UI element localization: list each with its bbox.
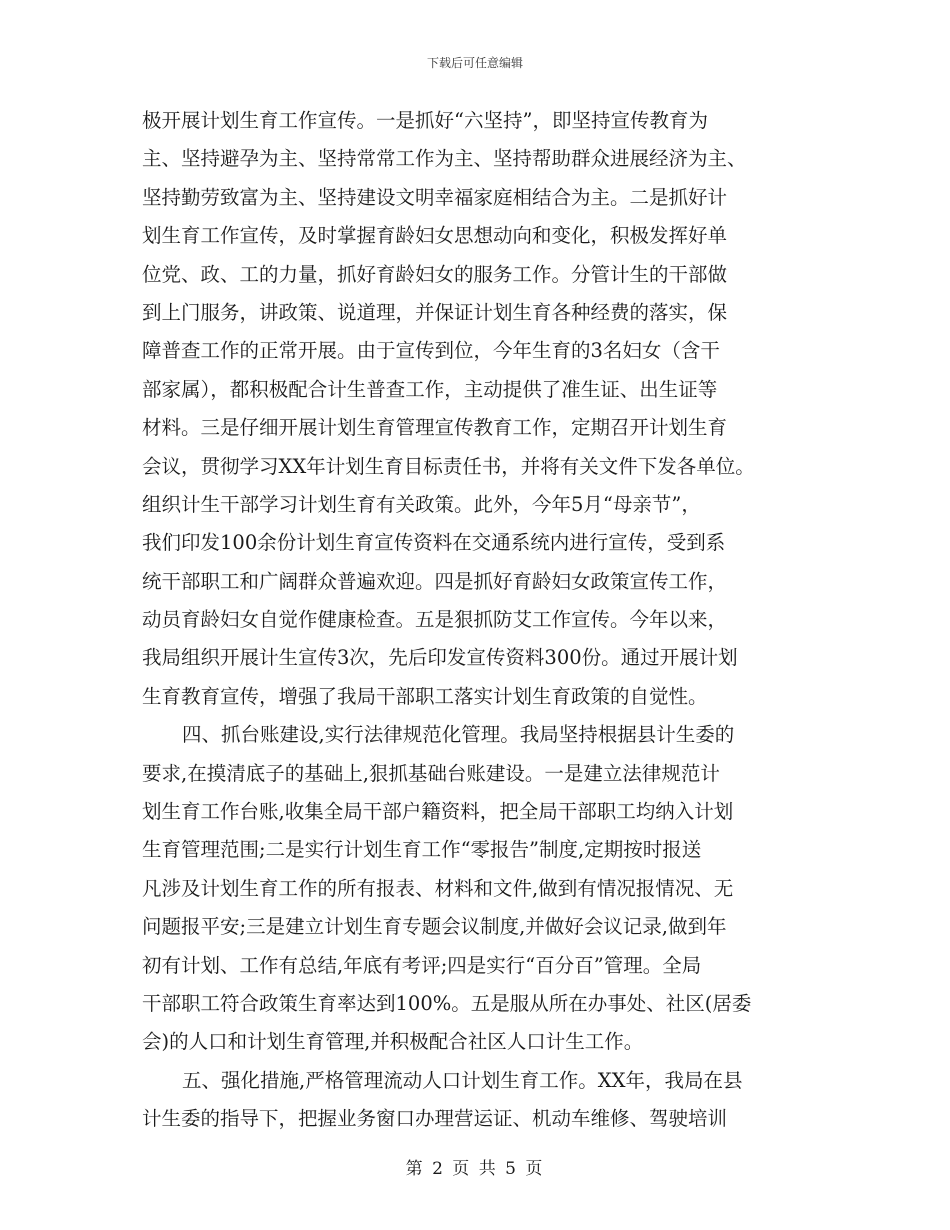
text-line: 主、坚持避孕为主、坚持常常工作为主、坚持帮助群众进展经济为主、: [142, 147, 747, 171]
text-line: 坚持勤劳致富为主、坚持建设文明幸福家庭相结合为主。二是抓好计: [142, 185, 728, 209]
text-line: 组织计生干部学习计划生育有关政策。此外，今年5月“母亲节”，: [142, 492, 701, 516]
text-line: 位党、政、工的力量，抓好育龄妇女的服务工作。分管计生的干部做: [142, 262, 728, 286]
text-line: 要求,在摸清底子的基础上,狠抓基础台账建设。一是建立法律规范计: [142, 761, 720, 785]
text-line: 生育教育宣传，增强了我局干部职工落实计划生育政策的自觉性。: [142, 684, 708, 708]
text-line: 干部职工符合政策生育率达到100%。五是服从所在办事处、社区(居委: [142, 991, 752, 1015]
text-line: 部家属），都积极配合计生普查工作，主动提供了准生证、出生证等: [142, 377, 718, 401]
text-line: 五、强化措施,严格管理流动人口计划生育工作。XX年，我局在县: [182, 1068, 743, 1092]
text-line: 会)的人口和计划生育管理,并积极配合社区人口计生工作。: [142, 1030, 644, 1054]
text-line: 统干部职工和广阔群众普遍欢迎。四是抓好育龄妇女政策宣传工作，: [142, 569, 728, 593]
text-line: 问题报平安;三是建立计划生育专题会议制度,并做好会议记录,做到年: [142, 915, 727, 939]
text-line: 我们印发100余份计划生育宣传资料在交通系统内进行宣传，受到系: [142, 531, 726, 555]
text-line: 四、抓台账建设,实行法律规范化管理。我局坚持根据县计生委的: [182, 723, 735, 747]
text-line: 计生委的指导下，把握业务窗口办理营运证、机动车维修、驾驶培训: [142, 1107, 728, 1131]
text-line: 划生育工作宣传，及时掌握育龄妇女思想动向和变化，积极发挥好单: [142, 224, 728, 248]
document-body: [142, 102, 812, 1139]
page-footer: 第 2 页 共 5 页: [405, 1159, 545, 1179]
text-line: 我局组织开展计生宣传3次，先后印发宣传资料300份。通过开展计划: [142, 646, 738, 670]
text-line: 凡涉及计划生育工作的所有报表、材料和文件,做到有情况报情况、无: [142, 876, 734, 900]
text-line: 极开展计划生育工作宣传。一是抓好“六坚持”，即坚持宣传教育为: [142, 109, 708, 132]
text-line: 动员育龄妇女自觉作健康检查。五是狠抓防艾工作宣传。今年以来，: [142, 608, 728, 632]
text-line: 初有计划、工作有总结,年底有考评;四是实行“百分百”管理。全局: [142, 953, 702, 977]
text-line: 生育管理范围;二是实行计划生育工作“零报告”制度,定期按时报送: [142, 838, 702, 862]
text-line: 障普查工作的正常开展。由于宣传到位，今年生育的3名妇女（含干: [142, 339, 720, 363]
text-line: 到上门服务，讲政策、说道理，并保证计划生育各种经费的落实，保: [142, 300, 728, 324]
text-line: 会议，贯彻学习XX年计划生育目标责任书，并将有关文件下发各单位。: [142, 454, 755, 478]
text-line: 划生育工作台账,收集全局干部户籍资料，把全局干部职工均纳入计划: [142, 800, 734, 824]
text-line: 材料。三是仔细开展计划生育管理宣传教育工作，定期召开计划生育: [142, 416, 728, 440]
page-header: 下载后可任意编辑: [426, 56, 523, 70]
